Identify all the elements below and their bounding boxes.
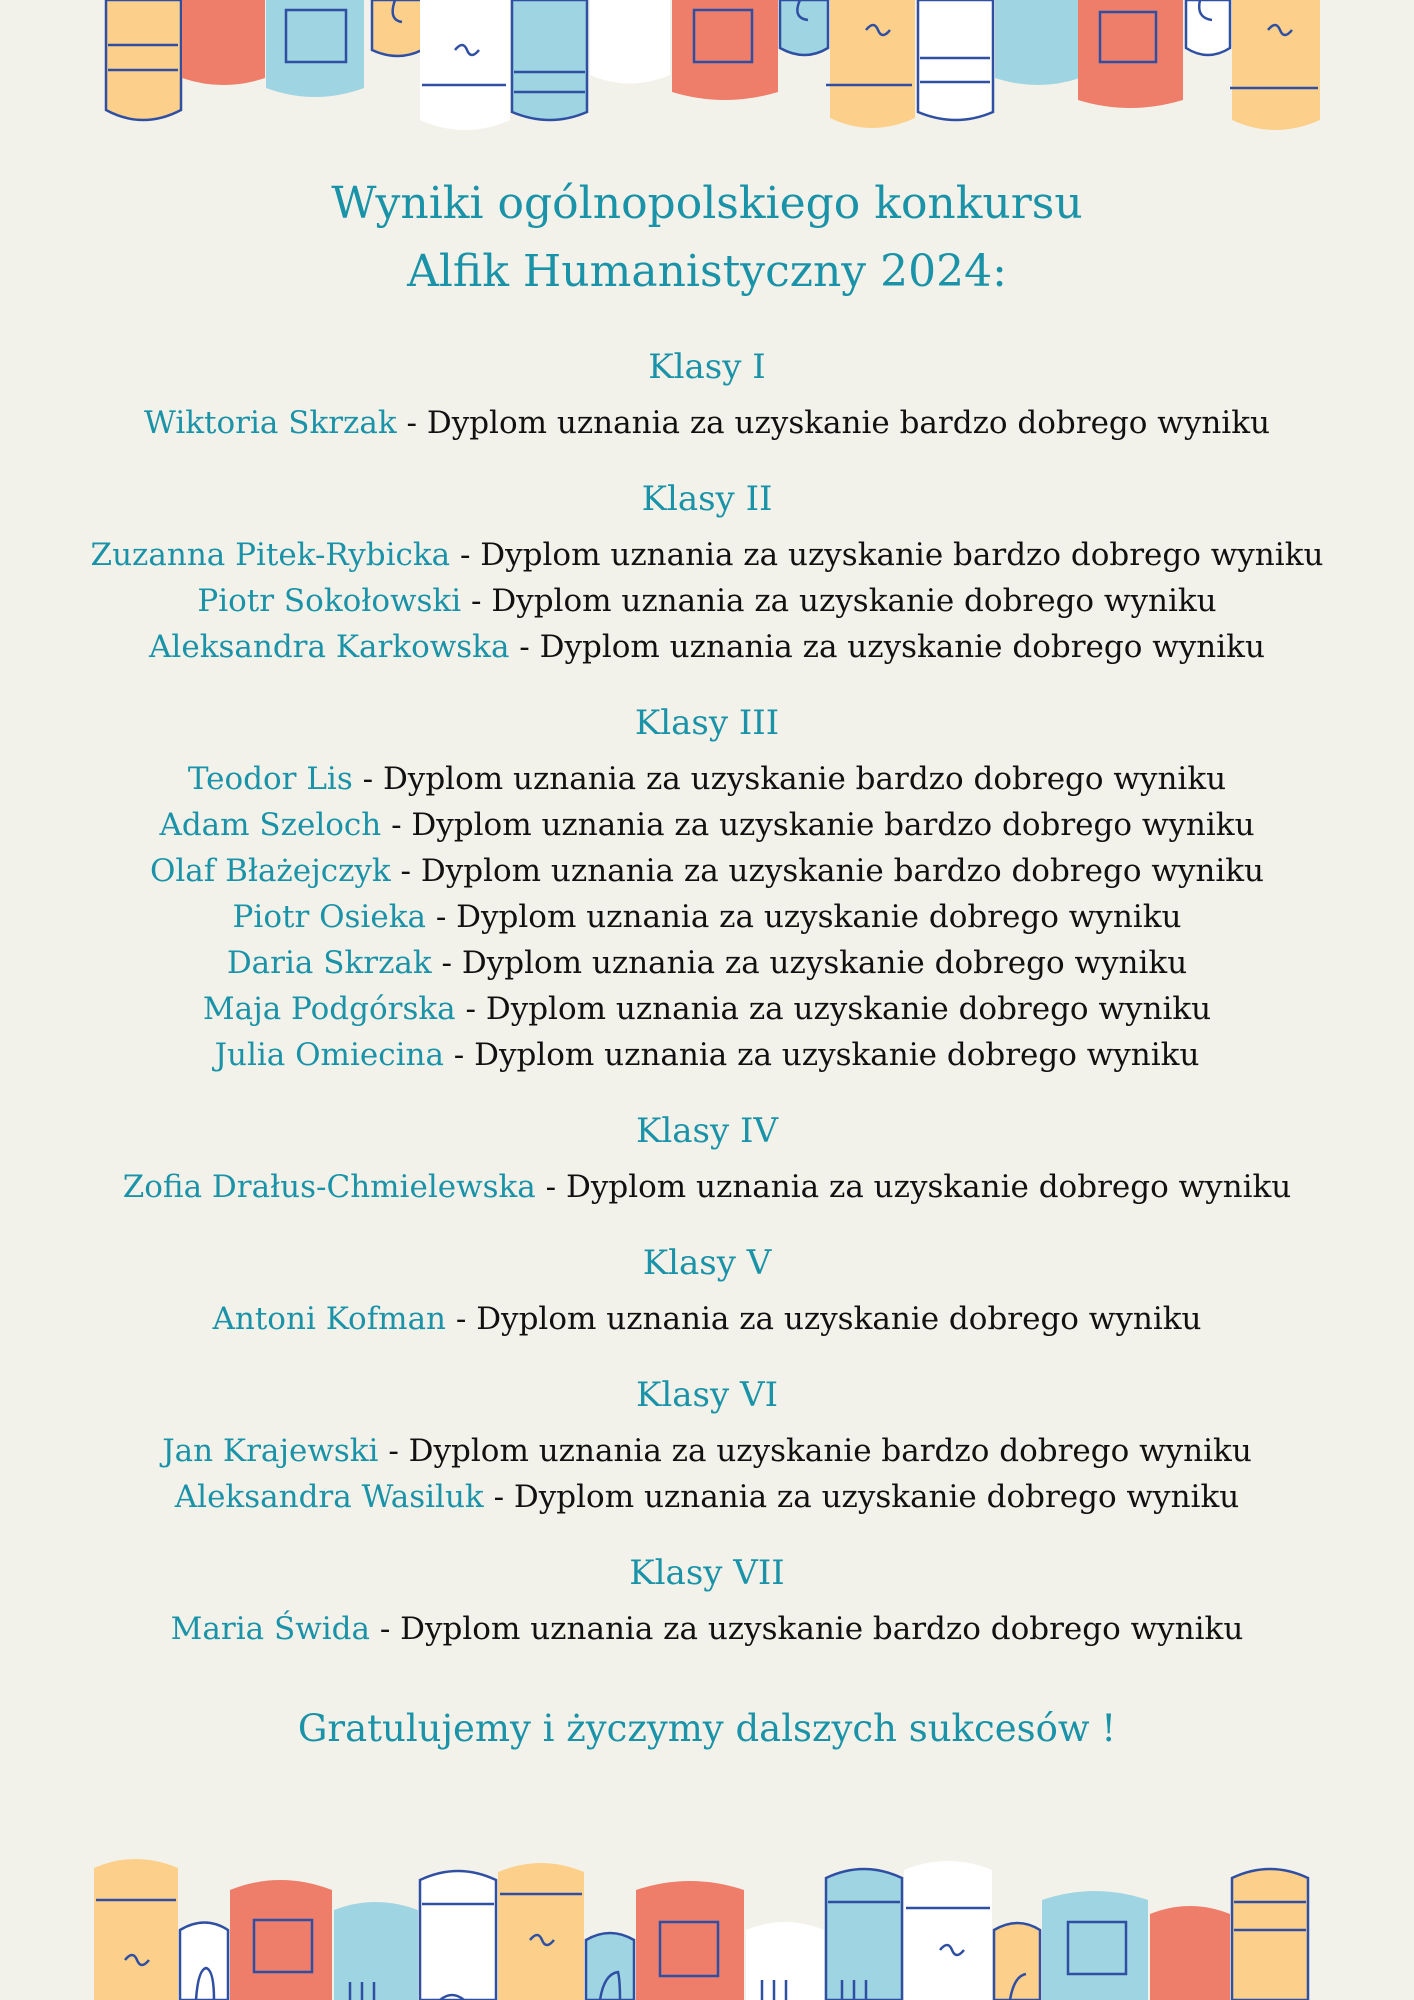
results-content [0, 170, 1414, 1754]
award-text: - Dyplom uznania za uzyskanie dobrego wyniku [425, 899, 1182, 935]
section-klasy-2 [0, 476, 1414, 670]
section-heading: Klasy I [648, 347, 766, 387]
result-entry [0, 940, 1414, 986]
result-entry [0, 624, 1414, 670]
result-entry [0, 756, 1414, 802]
student-name: Zofia Drałus-Chmielewska [122, 1169, 536, 1205]
section-heading: Klasy VII [629, 1553, 785, 1593]
award-text: - Dyplom uznania za uzyskanie bardzo dobrego wyniku [396, 405, 1270, 441]
result-entry [0, 1296, 1414, 1342]
section-heading: Klasy III [634, 703, 780, 743]
award-text: - Dyplom uznania za uzyskanie dobrego wyniku [443, 1037, 1200, 1073]
section-klasy-5 [0, 1240, 1414, 1342]
award-text: - Dyplom uznania za uzyskanie dobrego wyniku [431, 945, 1188, 981]
award-text: - Dyplom uznania za uzyskanie dobrego wyniku [455, 991, 1212, 1027]
books-top-illustration [0, 0, 1414, 140]
result-entry [0, 1606, 1414, 1652]
student-name: Antoni Kofman [212, 1301, 447, 1337]
student-name: Maja Podgórska [202, 991, 456, 1027]
result-entry [0, 532, 1414, 578]
student-name: Aleksandra Karkowska [149, 629, 510, 665]
result-entry [0, 986, 1414, 1032]
student-name: Daria Skrzak [226, 945, 432, 981]
student-name: Wiktoria Skrzak [144, 405, 397, 441]
award-text: - Dyplom uznania za uzyskanie bardzo dobrego wyniku [369, 1611, 1244, 1647]
section-heading: Klasy V [642, 1243, 772, 1283]
section-klasy-6 [0, 1372, 1414, 1520]
award-text: - Dyplom uznania za uzyskanie bardzo dobrego wyniku [352, 761, 1227, 797]
section-heading: Klasy II [641, 479, 773, 519]
award-text: - Dyplom uznania za uzyskanie dobrego wyniku [461, 583, 1217, 619]
student-name: Adam Szeloch [159, 807, 382, 843]
result-entry [0, 894, 1414, 940]
title-line-1: Wyniki ogólnopolskiego konkursu [331, 178, 1083, 229]
student-name: Jan Krajewski [162, 1433, 379, 1469]
section-klasy-1 [0, 344, 1414, 446]
student-name: Julia Omiecina [214, 1037, 444, 1073]
result-entry [0, 1428, 1414, 1474]
result-entry [0, 848, 1414, 894]
student-name: Piotr Sokołowski [197, 583, 462, 619]
award-text: - Dyplom uznania za uzyskanie dobrego wyniku [446, 1301, 1202, 1337]
page-title [0, 170, 1414, 306]
books-bottom-illustration [0, 1850, 1414, 2000]
section-klasy-4 [0, 1108, 1414, 1210]
student-name: Zuzanna Pitek-Rybicka [90, 537, 451, 573]
result-entry [0, 1032, 1414, 1078]
student-name: Piotr Osieka [232, 899, 426, 935]
award-text: - Dyplom uznania za uzyskanie dobrego wyniku [483, 1479, 1240, 1515]
award-text: - Dyplom uznania za uzyskanie dobrego wyniku [535, 1169, 1292, 1205]
result-entry [0, 1164, 1414, 1210]
award-text: - Dyplom uznania za uzyskanie bardzo dobrego wyniku [381, 807, 1255, 843]
student-name: Aleksandra Wasiluk [174, 1479, 484, 1515]
section-heading: Klasy IV [636, 1111, 778, 1151]
result-entry [0, 578, 1414, 624]
result-entry [0, 1474, 1414, 1520]
student-name: Teodor Lis [187, 761, 353, 797]
award-text: - Dyplom uznania za uzyskanie bardzo dobrego wyniku [390, 853, 1265, 889]
result-entry [0, 400, 1414, 446]
title-line-2: Alfik Humanistyczny 2024: [407, 246, 1007, 297]
section-heading: Klasy VI [636, 1375, 778, 1415]
section-klasy-7 [0, 1550, 1414, 1652]
award-text: - Dyplom uznania za uzyskanie bardzo dobrego wyniku [378, 1433, 1252, 1469]
award-text: - Dyplom uznania za uzyskanie dobrego wyniku [509, 629, 1265, 665]
student-name: Olaf Błażejczyk [149, 853, 391, 889]
section-klasy-3 [0, 700, 1414, 1078]
student-name: Maria Świda [170, 1611, 370, 1647]
award-text: - Dyplom uznania za uzyskanie bardzo dobrego wyniku [450, 537, 1324, 573]
closing-message: Gratulujemy i życzymy dalszych sukcesów ! [297, 1707, 1117, 1750]
result-entry [0, 802, 1414, 848]
